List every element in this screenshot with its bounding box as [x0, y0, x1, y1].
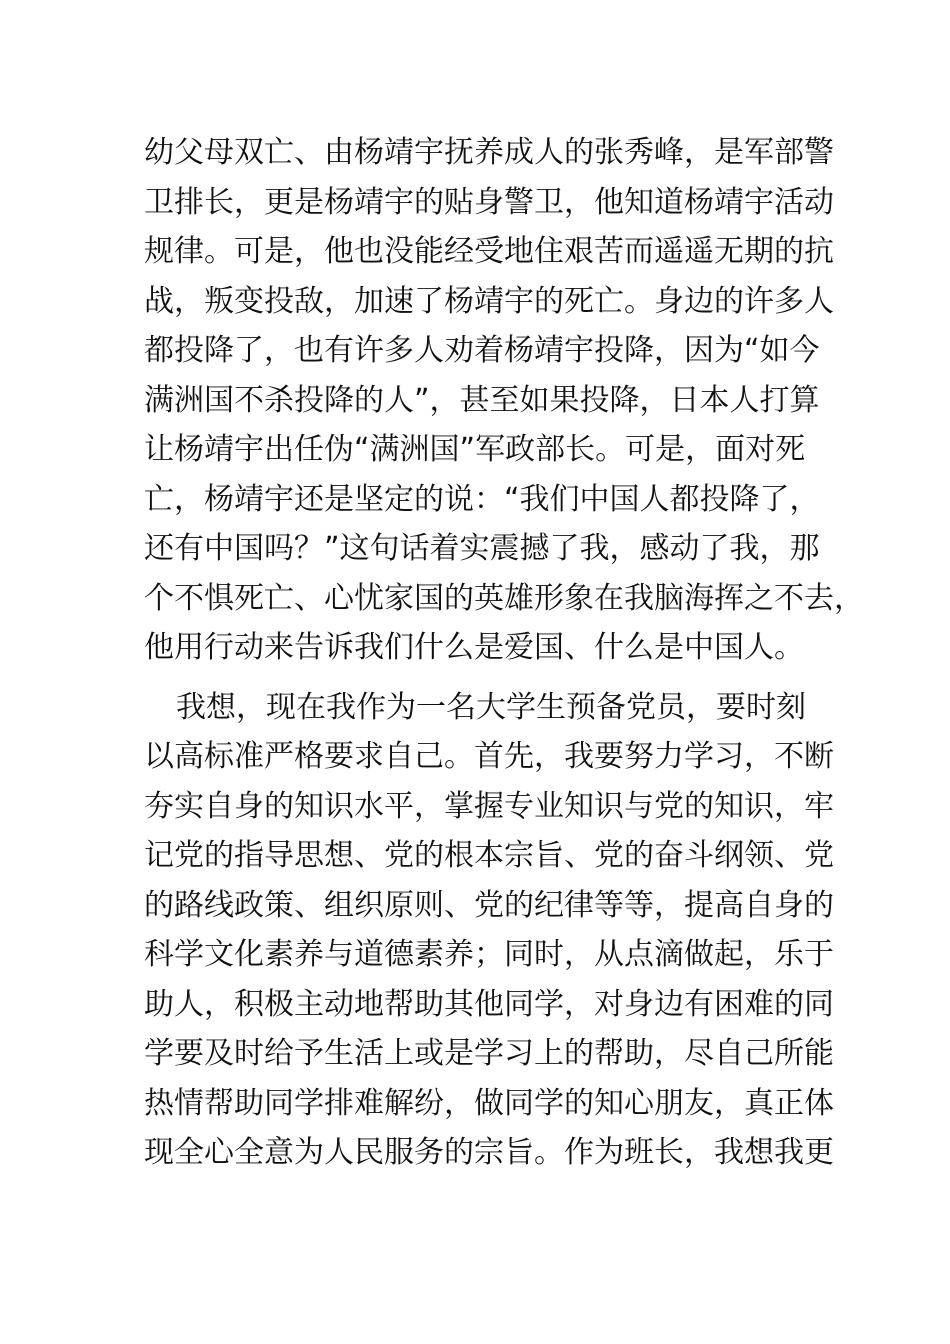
- text-line: 记党的指导思想、党的根本宗旨、党的奋斗纲领、党: [144, 838, 834, 873]
- text-line: 战，叛变投敌，加速了杨靖宇的死亡。身边的许多人: [144, 283, 834, 319]
- text-line: 还有中国吗？”这句话着实震撼了我，感动了我，那: [144, 531, 820, 566]
- text-line: 满洲国不杀投降的人”，甚至如果投降，日本人打算: [144, 382, 820, 418]
- text-line-indented: 我想，现在我作为一名大学生预备党员，要时刻: [176, 689, 806, 725]
- text-line: 的路线政策、组织原则、党的纪律等等，提高自身的: [144, 887, 834, 923]
- paragraph-2: [144, 683, 834, 1178]
- text-line: 助人，积极主动地帮助其他同学，对身边有困难的同: [144, 986, 834, 1022]
- text-line: 夯实自身的知识水平，掌握专业知识与党的知识，牢: [144, 788, 834, 824]
- text-line: 热情帮助同学排难解纷，做同学的知心朋友，真正体: [144, 1085, 834, 1121]
- text-line: 现全心全意为人民服务的宗旨。作为班长，我想我更: [144, 1135, 834, 1170]
- text-line: 让杨靖宇出任伪“满洲国”军政部长。可是，面对死: [144, 432, 806, 467]
- text-line: 卫排长，更是杨靖宇的贴身警卫，他知道杨靖宇活动: [144, 184, 834, 220]
- text-line: 以高标准严格要求自己。首先，我要努力学习，不断: [144, 739, 834, 774]
- text-line: 亡，杨靖宇还是坚定的说：“我们中国人都投降了，: [144, 481, 820, 517]
- text-line: 都投降了，也有许多人劝着杨靖宇投降，因为“如今: [144, 333, 820, 368]
- text-line: 个不惧死亡、心忧家国的英雄形象在我脑海挥之不去，: [144, 580, 864, 616]
- text-line: 学要及时给予生活上或是学习上的帮助，尽自己所能: [144, 1036, 834, 1071]
- body-text: [144, 128, 864, 1178]
- text-line: 幼父母双亡、由杨靖宇抚养成人的张秀峰，是军部警: [144, 135, 834, 170]
- text-line: 规律。可是，他也没能经受地住艰苦而遥遥无期的抗: [144, 234, 834, 269]
- text-line: 他用行动来告诉我们什么是爱国、什么是中国人。: [144, 630, 804, 665]
- paragraph-spacer: [144, 673, 824, 683]
- paragraph-1: [144, 128, 864, 673]
- text-line: 科学文化素养与道德素养；同时，从点滴做起，乐于: [144, 937, 834, 972]
